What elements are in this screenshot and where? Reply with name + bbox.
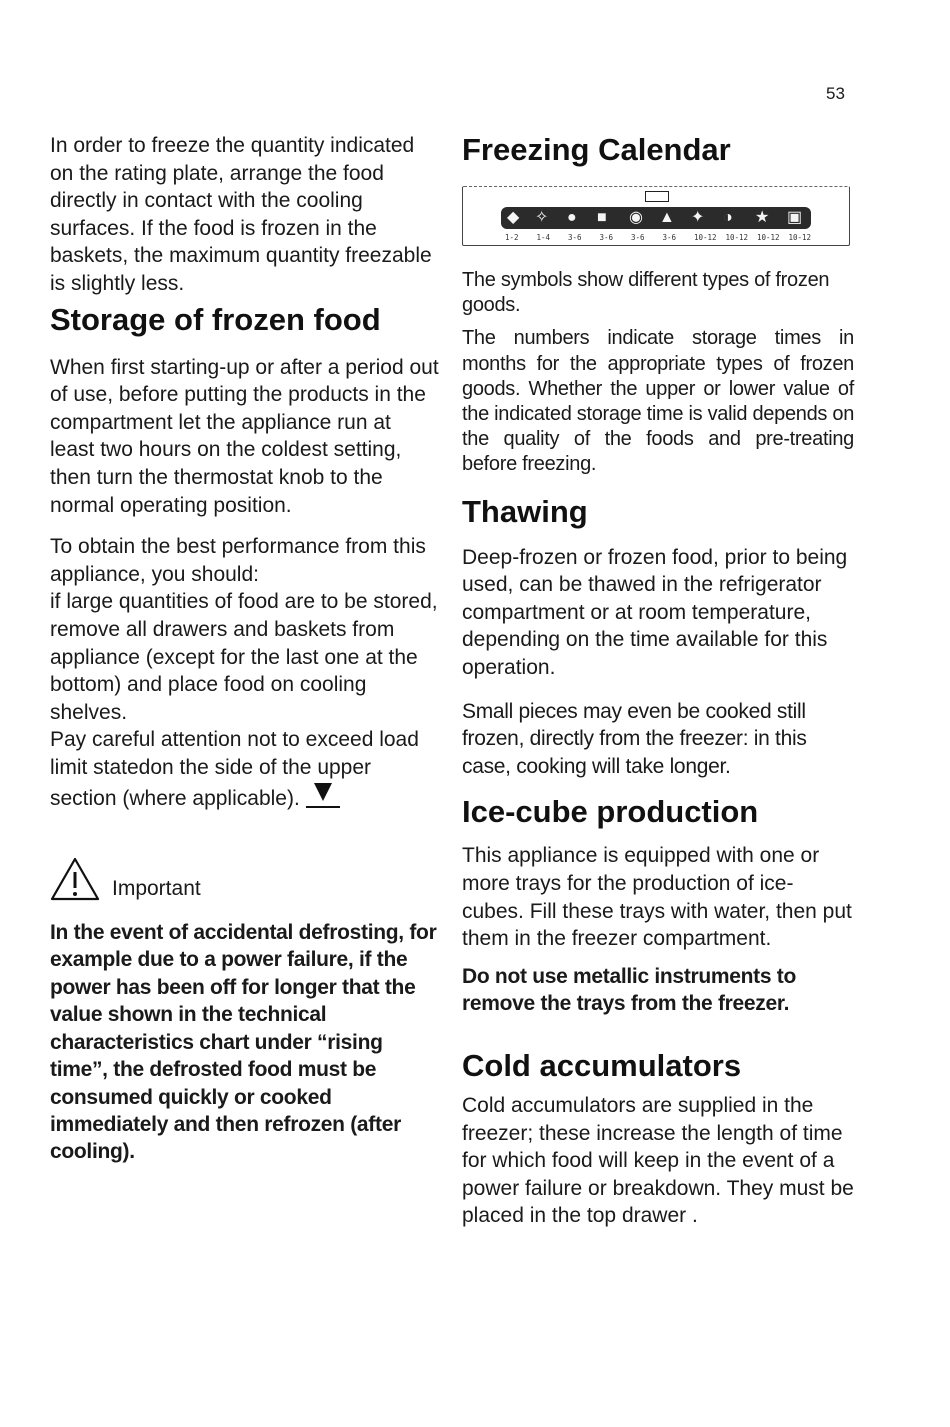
cold-accumulators-paragraph: Cold accumulators are supplied in the freezer; these increase the length of time for which food will keep in the event of a power failure or breakdown. They must be placed in the top drawer . — [462, 1093, 854, 1228]
storage-months-label: 10-12 — [694, 233, 717, 242]
storage-paragraph-2: To obtain the best performance from this appliance, you should: — [50, 535, 426, 586]
thawing-paragraph-2: Small pieces may even be cooked still frozen, directly from the freezer: in this case, cooking will take longer. — [462, 699, 807, 778]
storage-heading: Storage of frozen food — [50, 301, 381, 337]
cold-accumulators-heading: Cold accumulators — [462, 1047, 742, 1083]
fruit-icon: ◉ — [629, 209, 643, 226]
meat-icon: ◆ — [507, 209, 520, 226]
important-text: In the event of accidental defrosting, for example due to a power failure, if the power has been off for longer that the value shown in the technical characteristics chart under “rising time”, the defrosted food must be consumed quickly or cooked immediately and then refrozen (after cooling). — [50, 921, 437, 1164]
thawing-heading: Thawing — [462, 493, 588, 529]
storage-months-label: 1-4 — [536, 233, 551, 242]
ice-cube-warning: Do not use metallic instruments to remove the trays from the freezer. — [462, 964, 797, 1016]
important-label: Important — [112, 877, 201, 901]
load-limit-icon — [306, 781, 340, 819]
food-symbols-band — [501, 207, 811, 229]
fish-icon: ✧ — [535, 209, 549, 226]
load-limit-text: Pay careful attention not to exceed load limit statedon the side of the upper section (where applicable). — [50, 728, 419, 811]
storage-months-label: 10-12 — [788, 233, 812, 242]
left-column — [50, 132, 440, 1166]
calendar-paragraph-1: The symbols show different types of frozen goods. — [462, 269, 830, 317]
vegetable-icon: ■ — [597, 209, 607, 226]
storage-months-label: 3-6 — [662, 233, 677, 242]
calendar-paragraph-2: The numbers indicate storage times in months for the appropriate types of frozen goods. Whether the upper or lower value of the indicated storage time is valid depends on the quality of the foods and pre-treating before freezing. — [462, 327, 855, 476]
right-column — [462, 132, 854, 1230]
intro-paragraph: In order to freeze the quantity indicated on the rating plate, arrange the food directly in contact with the cooling surfaces. If the food is frozen in the baskets, the maximum quantity freezable is slightly less. — [50, 134, 432, 295]
mushroom-icon: ▲ — [659, 209, 675, 226]
ice-cube-paragraph-1: This appliance is equipped with one or more trays for the production of ice-cubes. Fill these trays with water, then put them in the freezer compartment. — [462, 844, 852, 951]
ice-cube-heading: Ice-cube production — [462, 794, 759, 830]
storage-months-label: 10-12 — [757, 233, 780, 242]
page-number: 53 — [826, 84, 845, 103]
storage-months-label: 3-6 — [568, 233, 582, 242]
freezing-calendar-graphic — [462, 186, 850, 246]
storage-paragraph-4 — [50, 726, 440, 819]
lamb-icon: ◑ — [723, 209, 733, 226]
freezer-symbol-icon — [645, 191, 669, 202]
pork-icon: ★ — [755, 209, 770, 226]
important-header — [50, 857, 440, 901]
warning-triangle-icon — [50, 857, 100, 901]
storage-months-label: 1-2 — [505, 233, 519, 242]
storage-months-label: 10-12 — [725, 233, 749, 242]
poultry-icon: ● — [567, 209, 577, 226]
thawing-paragraph-1: Deep-frozen or frozen food, prior to being used, can be thawed in the refrigerator compartment or at room temperature, depending on the time available for this operation. — [462, 545, 848, 679]
beef-icon: ▣ — [787, 209, 803, 226]
sausage-icon: ✦ — [691, 209, 705, 226]
storage-months-label: 3-6 — [599, 233, 614, 242]
storage-paragraph-3: if large quantities of food are to be stored, remove all drawers and baskets from appliance (except for the last one at the bottom) and place food on cooling shelves. — [50, 590, 438, 724]
freezing-calendar-heading: Freezing Calendar — [462, 132, 731, 167]
storage-paragraph-1: When first starting-up or after a period out of use, before putting the products in the compartment let the appliance run at least two hours on the coldest setting, then turn the thermostat knob to the normal operating position. — [50, 355, 439, 517]
storage-months-label: 3-6 — [631, 233, 645, 242]
